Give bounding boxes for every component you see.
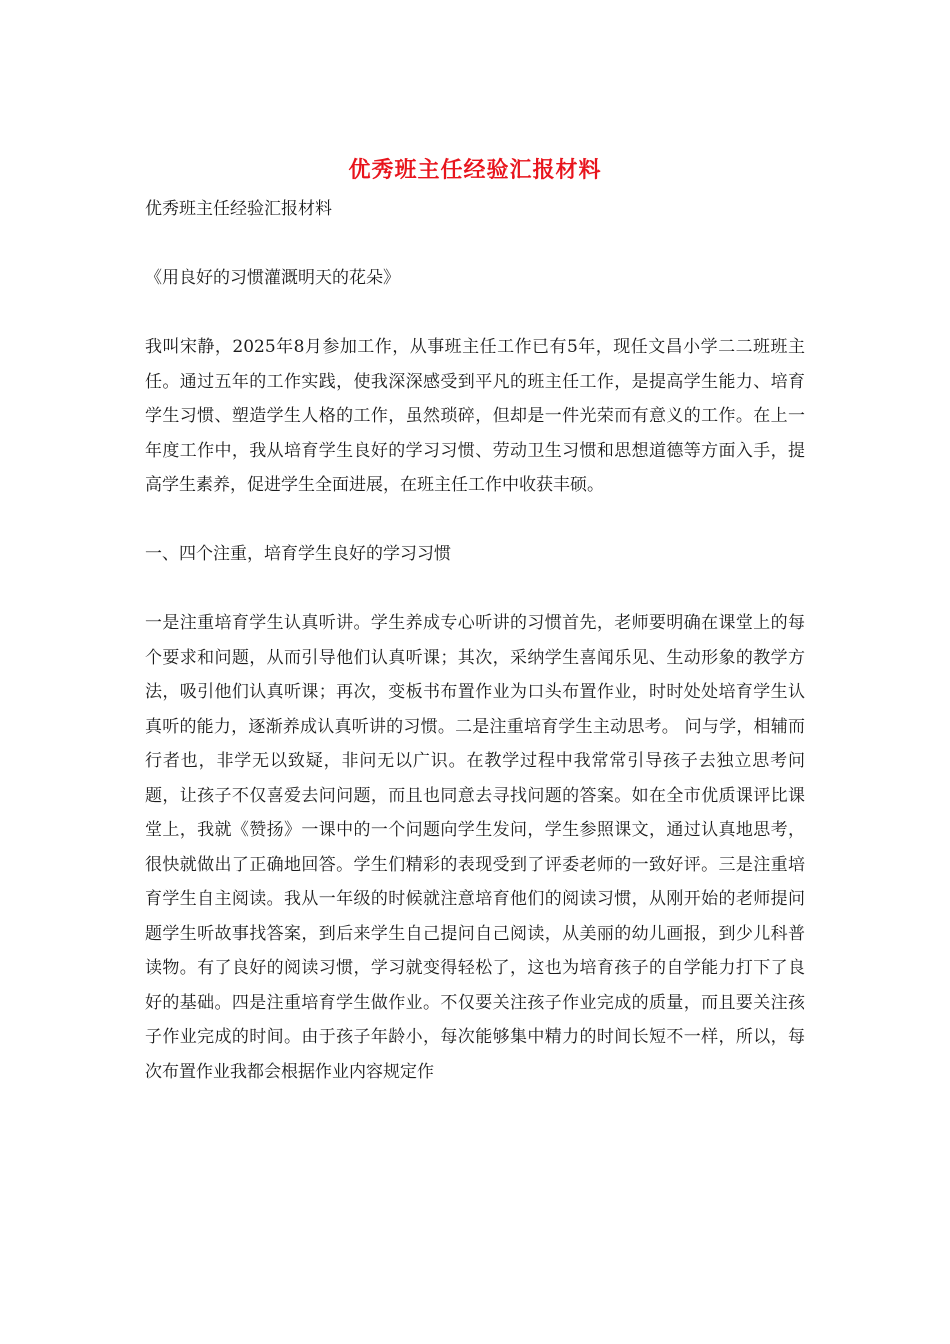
subtitle-paragraph: 优秀班主任经验汇报材料 (145, 199, 332, 219)
document-body (145, 192, 805, 1089)
intro-paragraph: 我叫宋静，2025年8月参加工作，从事班主任工作已有5年，现任文昌小学二二班班主任。通过五年的工作实践，使我深深感受到平凡的班主任工作，是提高学生能力、培育学生习惯、塑造学生人格的工作，虽然琐碎，但却是一件光荣而有意义的工作。在上一年度工作中，我从培育学生良好的学习习惯、劳动卫生习惯和思想道德等方面入手，提高学生素养，促进学生全面进展，在班主任工作中收获丰硕。 (145, 337, 805, 495)
section-heading-paragraph: 一、四个注重，培育学生良好的学习习惯 (145, 544, 451, 564)
document-title: 优秀班主任经验汇报材料 (348, 157, 602, 183)
article-heading-paragraph: 《用良好的习惯灌溉明天的花朵》 (145, 268, 400, 288)
section-body-paragraph: 一是注重培育学生认真听讲。学生养成专心听讲的习惯首先，老师要明确在课堂上的每个要求和问题，从而引导他们认真听课；其次，采纳学生喜闻乐见、生动形象的教学方法，吸引他们认真听课；再次，变板书布置作业为口头布置作业，时时处处培育学生认真听的能力，逐渐养成认真听讲的习惯。二是注重培育学生主动思考。 问与学，相辅而行者也，非学无以致疑，非问无以广识。在教学过程中我常常引导孩子去独立思考问题，让孩子不仅喜爱去问问题，而且也同意去寻找问题的答案。如在全市优质课评比课堂上，我就《赞扬》一课中的一个问题向学生发问，学生参照课文，通过认真地思考，很快就做出了正确地回答。学生们精彩的表现受到了评委老师的一致好评。三是注重培育学生自主阅读。我从一年级的时候就注意培育他们的阅读习惯，从刚开始的老师提问题学生听故事找答案，到后来学生自己提问自己阅读，从美丽的幼儿画报，到少儿科普读物。有了良好的阅读习惯，学习就变得轻松了，这也为培育孩子的自学能力打下了良好的基础。四是注重培育学生做作业。不仅要关注孩子作业完成的质量，而且要关注孩子作业完成的时间。由于孩子年龄小，每次能够集中精力的时间长短不一样，所以，每次布置作业我都会根据作业内容规定作 (145, 613, 805, 1082)
